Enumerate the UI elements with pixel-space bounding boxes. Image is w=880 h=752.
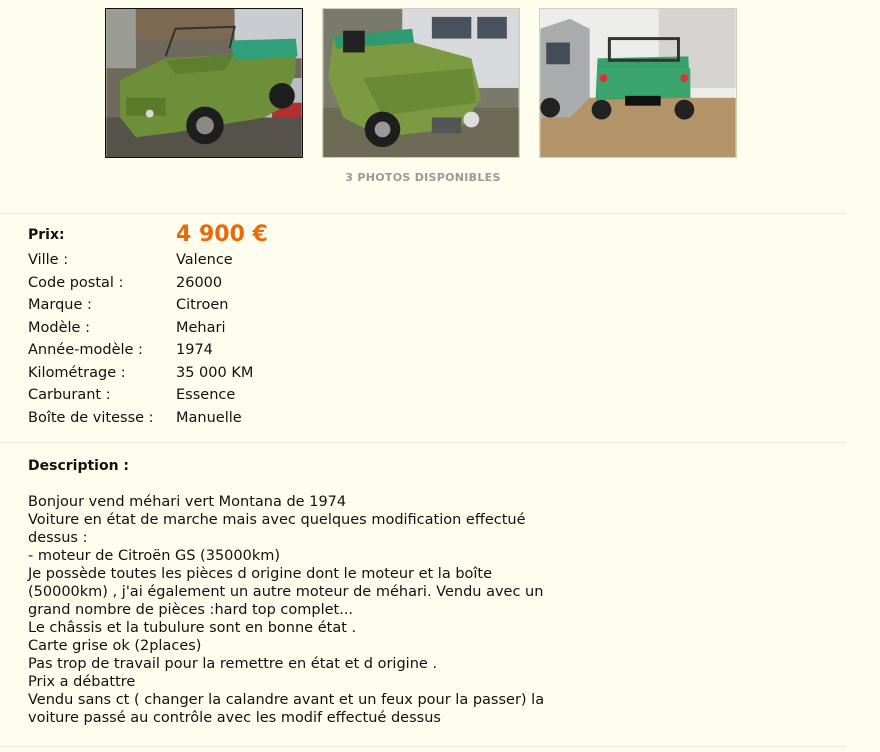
spec-value: 26000 [176, 274, 223, 291]
divider [0, 442, 846, 443]
spec-label: Kilométrage : [28, 364, 126, 381]
divider [0, 213, 846, 214]
spec-value: Citroen [176, 297, 229, 313]
spec-value: Mehari [176, 319, 226, 336]
description-line: voiture passé au contrôle avec les modif effectué dessus [28, 710, 441, 726]
car-photo-rear [540, 9, 736, 157]
car-photo-front-left [106, 9, 302, 157]
spec-value: 1974 [176, 342, 213, 358]
spec-row-brand [28, 297, 528, 320]
spec-value: Essence [176, 387, 236, 403]
description-line: Prix a débattre [28, 674, 136, 690]
description-line: Pas trop de travail pour la remettre en état et d origine . [28, 656, 438, 672]
description-line: Le châssis et la tubulure sont en bonne état . [28, 620, 357, 636]
description-title: Description : [28, 458, 130, 474]
spec-label: Code postal : [28, 274, 124, 291]
vehicle-details [28, 222, 528, 432]
spec-label: Modèle : [28, 319, 90, 336]
car-photo-front-right [323, 9, 519, 157]
spec-row-mileage [28, 365, 528, 388]
description-line: Bonjour vend méhari vert Montana de 1974 [28, 494, 347, 510]
description-body [28, 493, 568, 727]
spec-row-model-year [28, 342, 528, 365]
price-row [28, 222, 528, 252]
spec-label: Boîte de vitesse : [28, 409, 154, 426]
description-line: Vendu sans ct ( changer la calandre avant et un feux pour la passer) la [28, 692, 545, 708]
spec-row-postal-code [28, 275, 528, 298]
spec-row-gearbox [28, 410, 528, 433]
spec-value: 35 000 KM [176, 364, 254, 381]
photo-thumbnail-1[interactable] [105, 8, 303, 158]
description-line: (50000km) , j'ai également un autre moteur de méhari. Vendu avec un [28, 584, 544, 600]
photo-thumbnail-2[interactable] [322, 8, 520, 158]
divider [0, 746, 846, 747]
description-line: grand nombre de pièces :hard top complet... [28, 602, 354, 618]
description-line: Je possède toutes les pièces d origine dont le moteur et la boîte [28, 566, 493, 582]
spec-label: Marque : [28, 297, 92, 313]
description-line: Carte grise ok (2places) [28, 638, 202, 654]
description-line: dessus : [28, 530, 88, 546]
spec-row-fuel [28, 387, 528, 410]
description-line: - moteur de Citroën GS (35000km) [28, 548, 281, 564]
spec-label: Ville : [28, 252, 69, 268]
photo-thumbnail-3[interactable] [539, 8, 737, 158]
photo-count-label: 3 PHOTOS DISPONIBLES [345, 171, 501, 184]
price-value: 4 900 € [176, 222, 268, 247]
spec-label: Année-modèle : [28, 342, 143, 358]
spec-row-model [28, 320, 528, 343]
spec-value: Manuelle [176, 409, 242, 426]
photo-gallery [105, 8, 741, 160]
spec-label: Carburant : [28, 387, 111, 403]
spec-value: Valence [176, 252, 233, 268]
description-line: Voiture en état de marche mais avec quelques modification effectué [28, 512, 526, 528]
spec-row-city [28, 252, 528, 275]
price-label: Prix: [28, 227, 65, 243]
